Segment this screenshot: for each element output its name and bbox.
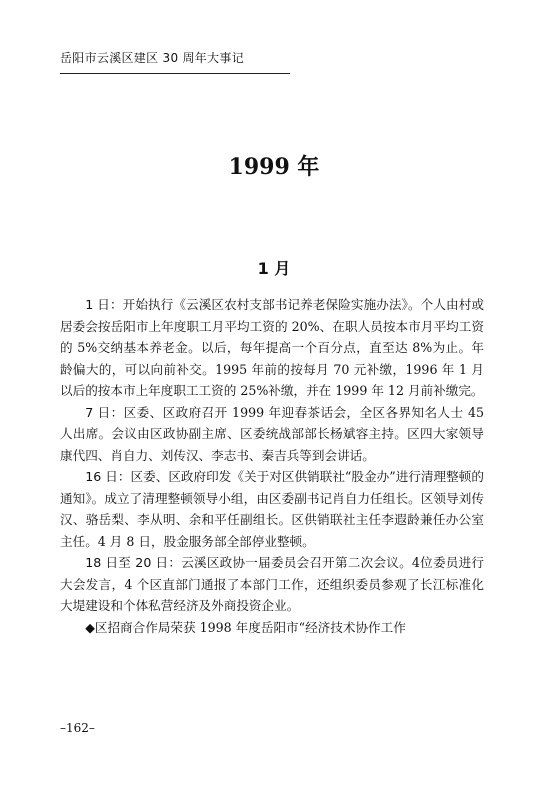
entry-paragraph bbox=[60, 466, 484, 552]
entry-text: 开始执行《云溪区农村支部书记养老保险实施办法》。个人由村或居委会按岳阳市上年度职工月平均工资的 20%、在职人员按本市月平均工资的 5%交纳基本养老金。以后，每年提高一个百分点，直至达 8%为止。年龄偏大的，可以向前补交。1995 年前的按每月 70 元补缴，1996 年 1 月以后的按本市上年度职工工资的 25%补缴，并在 1999 年 12 月前补缴完。 bbox=[60, 297, 484, 398]
entry-date: 7 日： bbox=[85, 404, 124, 420]
entry-paragraph bbox=[60, 617, 484, 639]
month-heading: 1 月 bbox=[257, 259, 291, 278]
running-header: 岳阳市云溪区建区 30 周年大事记 bbox=[60, 51, 244, 65]
entries-body bbox=[60, 294, 484, 638]
entry-date: 1 日： bbox=[85, 297, 123, 312]
entry-paragraph bbox=[60, 402, 484, 467]
entry-text: 区委、区政府召开 1999 年迎春茶话会，全区各界知名人士 45 人出席。会议由区政协副主席、区委统战部部长杨斌容主持。区四大家领导康代四、肖自力、刘传汉、李志书、秦吉兵等到会讲话。 bbox=[60, 404, 484, 463]
entry-date: 18 日至 20 日： bbox=[85, 555, 182, 570]
entry-text: ◆区招商合作局荣获 1998 年度岳阳市“经济技术协作工作 bbox=[85, 619, 406, 635]
entry-date: 16 日： bbox=[85, 469, 131, 484]
year-heading: 1999 年 bbox=[228, 154, 320, 180]
page-number: –162– bbox=[60, 721, 95, 735]
header-rule bbox=[60, 73, 290, 74]
entry-paragraph bbox=[60, 552, 484, 617]
entry-text: 云溪区政协一届委员会召开第二次会议。4位委员进行大会发言，4 个区直部门通报了本部门工作，还组织委员参观了长江标准化大堤建设和个体私营经济及外商投资企业。 bbox=[60, 555, 484, 613]
entry-paragraph bbox=[60, 294, 484, 402]
entry-text: 区委、区政府印发《关于对区供销联社“股金办”进行清理整顿的通知》。成立了清理整顿领导小组，由区委副书记肖自力任组长。区领导刘传汉、骆岳梨、李从明、余和平任副组长。区供销联社主任李遐龄兼任办公室主任。4 月 8 日，股金服务部全部停业整顿。 bbox=[60, 469, 484, 549]
